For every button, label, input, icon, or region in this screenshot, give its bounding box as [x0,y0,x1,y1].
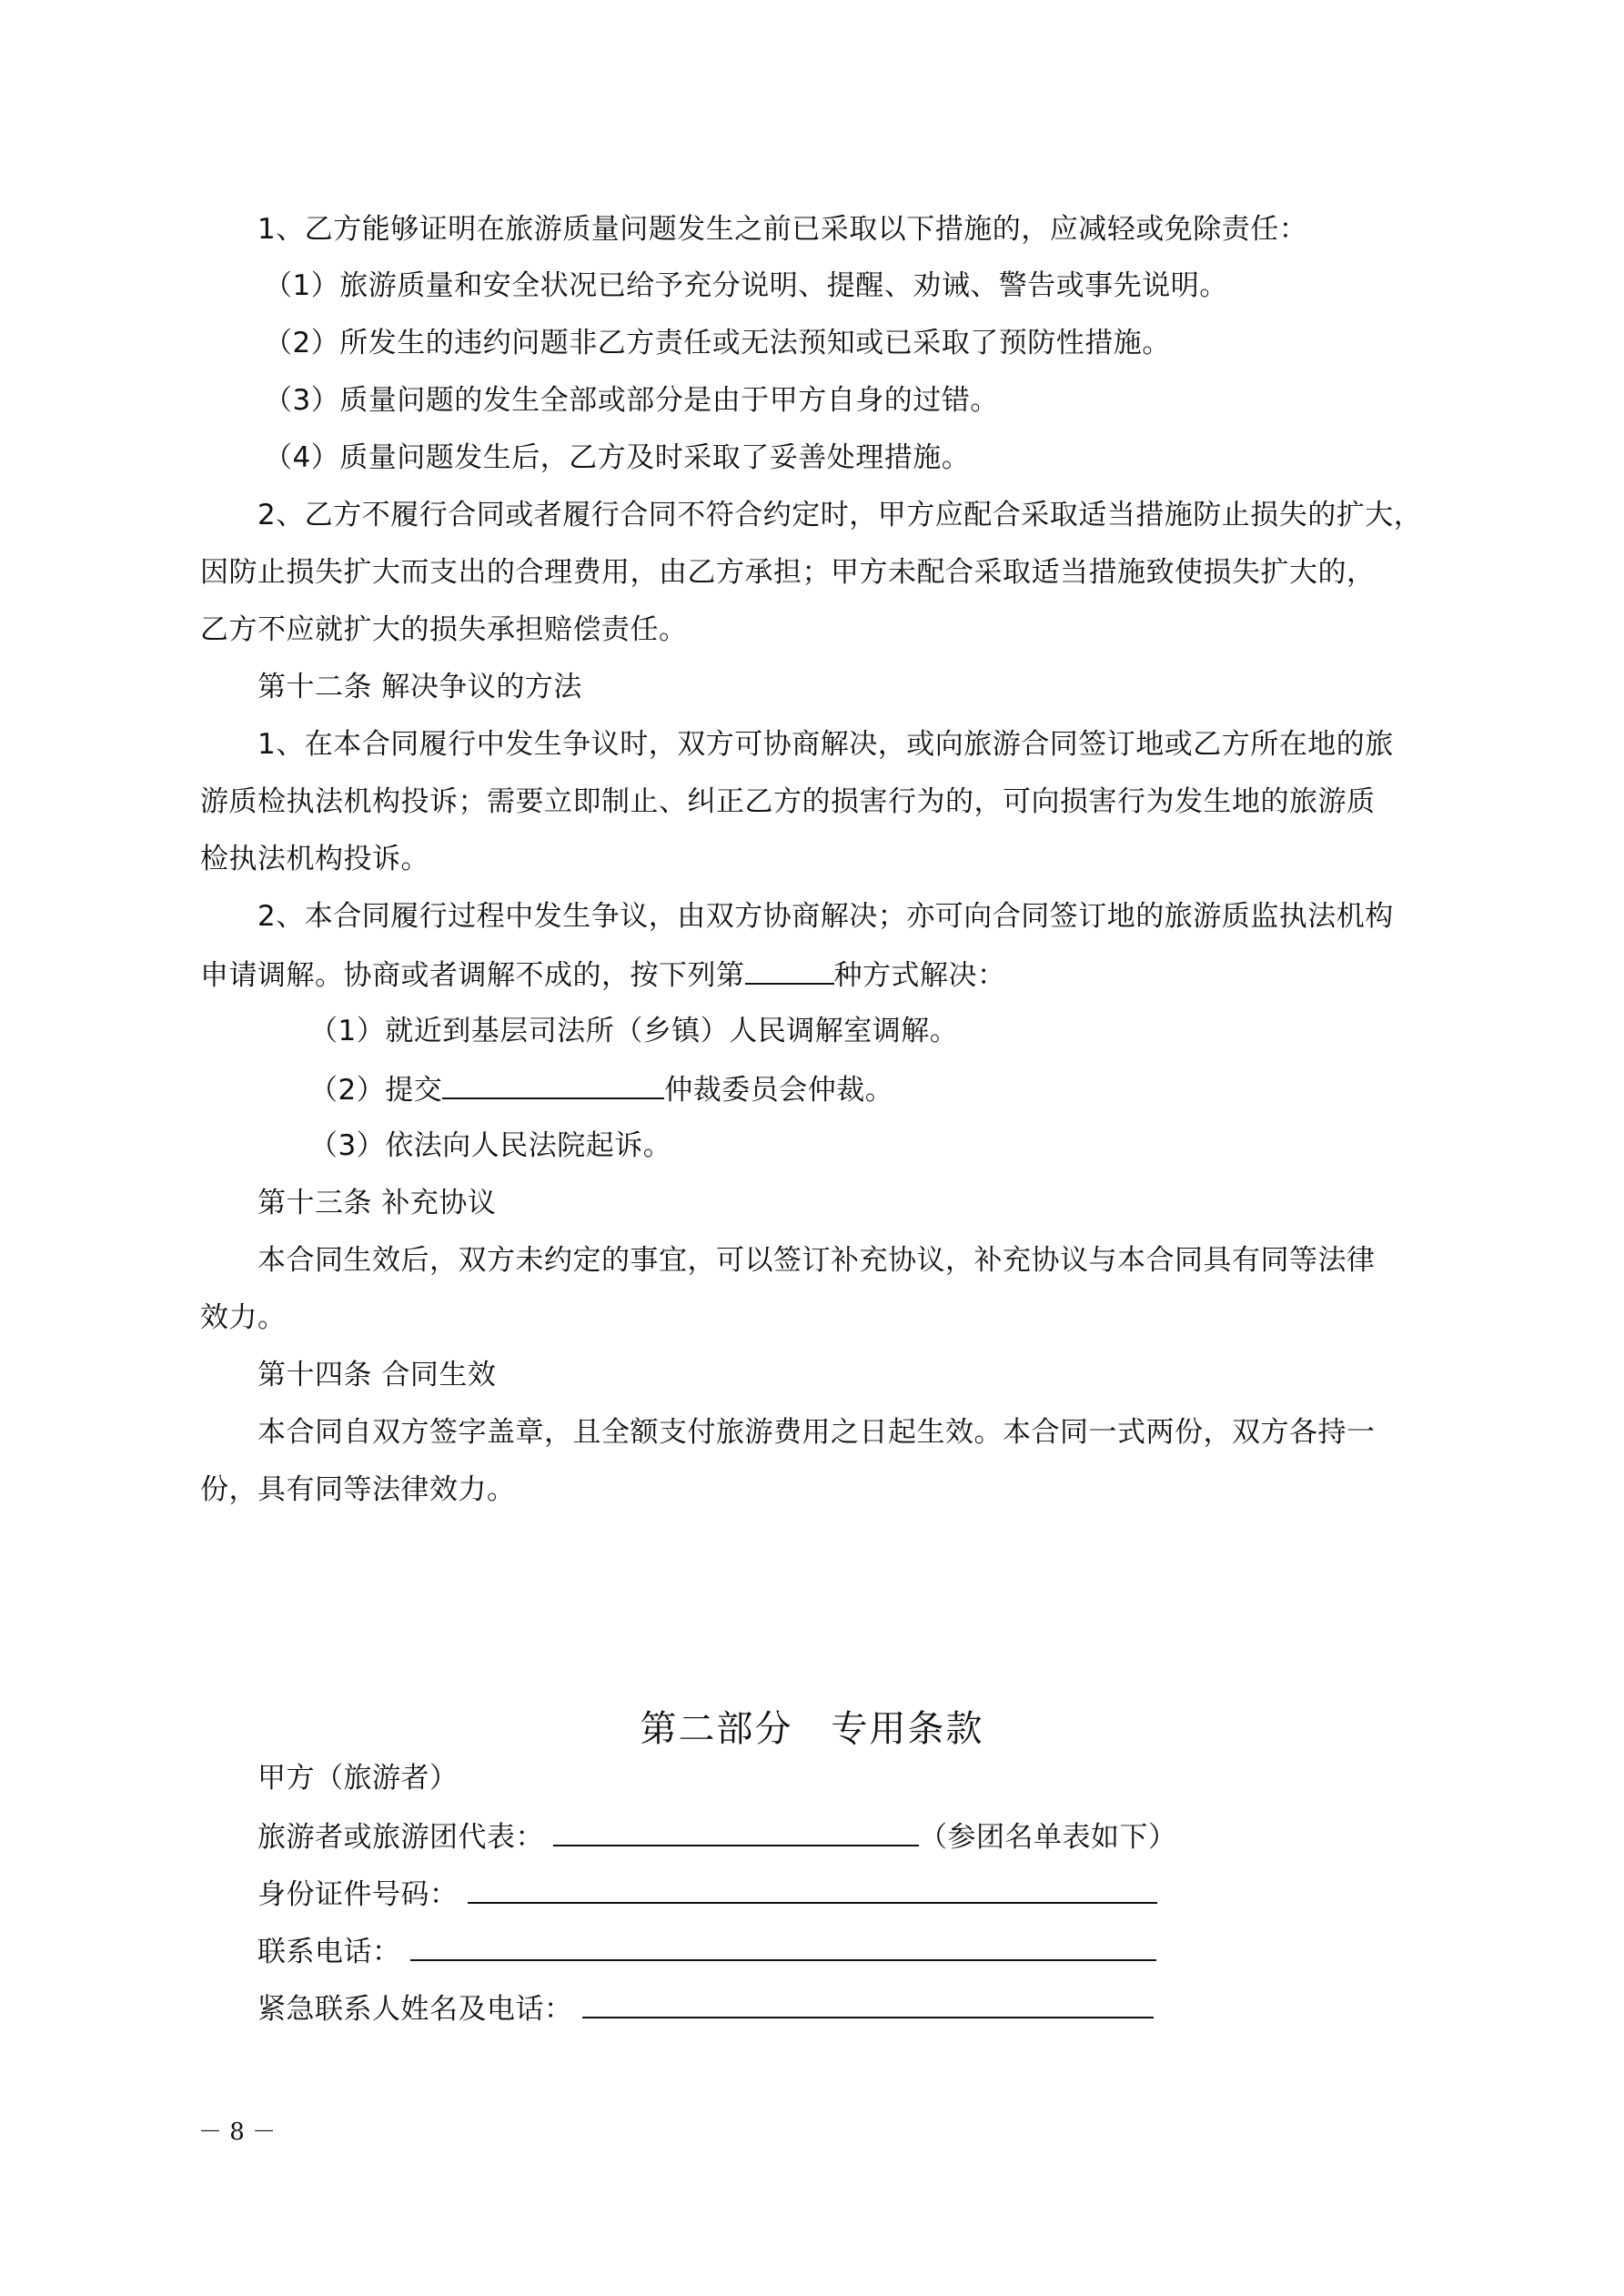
clause14-body-line2: 份，具有同等法律效力。 [200,1473,516,1506]
clause14-heading: 第十四条 合同生效 [257,1359,497,1391]
id-number-field[interactable] [468,1875,1157,1904]
clause13-body-line1: 本合同生效后，双方未约定的事宜，可以签订补充协议，补充协议与本合同具有同等法律 [257,1244,1376,1277]
clause12-option2 [309,1070,893,1108]
clause13-body-line2: 效力。 [200,1301,287,1334]
clause12-item2-line2 [200,956,1006,994]
clause11-item2-line2: 因防止损失扩大而支出的合理费用，由乙方承担；甲方未配合采取适当措施致使损失扩大的， [200,556,1376,589]
phone-row [257,1932,1156,1970]
phone-label: 联系电话： [257,1936,401,1968]
clause11-item2-line3: 乙方不应就扩大的损失承担赔偿责任。 [200,613,688,646]
part2-title: 第二部分 专用条款 [640,1708,984,1750]
clause12-option1: （1）就近到基层司法所（乡镇）人民调解室调解。 [309,1015,959,1047]
clause11-sub3: （3）质量问题的发生全部或部分是由于甲方自身的过错。 [264,384,999,417]
id-number-label: 身份证件号码： [257,1878,459,1911]
clause11-sub4: （4）质量问题发生后，乙方及时采取了妥善处理措施。 [264,441,971,474]
clause12-item1-line3: 检执法机构投诉。 [200,843,429,875]
clause12-option2-after: 仲裁委员会仲裁。 [664,1074,894,1107]
emergency-contact-label: 紧急联系人姓名及电话： [257,1993,573,2026]
clause13-heading: 第十三条 补充协议 [257,1187,497,1219]
emergency-contact-row [257,1989,1154,2028]
phone-field[interactable] [410,1932,1156,1961]
emergency-contact-field[interactable] [582,1989,1154,2018]
clause12-option2-before: （2）提交 [309,1074,443,1107]
representative-row [257,1817,1177,1856]
clause12-item2-text-before: 申请调解。协商或者调解不成的，按下列第 [200,959,745,992]
page-number: － 8 － [198,2119,277,2146]
arbitration-committee-blank[interactable] [442,1070,664,1099]
clause11-item2-line1: 2、乙方不履行合同或者履行合同不符合约定时，甲方应配合采取适当措施防止损失的扩大， [257,499,1423,531]
party-a-label: 甲方（旅游者） [257,1762,459,1795]
clause12-heading: 第十二条 解决争议的方法 [257,671,582,703]
method-number-blank[interactable] [745,956,834,985]
clause12-item2-line1: 2、本合同履行过程中发生争议，由双方协商解决；亦可向合同签订地的旅游质监执法机构 [257,900,1394,933]
clause11-item1: 1、乙方能够证明在旅游质量问题发生之前已采取以下措施的，应减轻或免除责任： [257,213,1308,246]
clause11-sub2: （2）所发生的违约问题非乙方责任或无法预知或已采取了预防性措施。 [264,327,1171,359]
clause14-body-line1: 本合同自双方签字盖章，且全额支付旅游费用之日起生效。本合同一式两份，双方各持一 [257,1416,1376,1449]
clause12-option3: （3）依法向人民法院起诉。 [309,1129,672,1162]
clause12-item2-text-after: 种方式解决： [833,959,1006,992]
clause12-item1-line1: 1、在本合同履行中发生争议时，双方可协商解决，或向旅游合同签订地或乙方所在地的旅 [257,728,1394,761]
representative-label: 旅游者或旅游团代表： [257,1821,544,1854]
id-number-row [257,1875,1157,1913]
representative-field[interactable] [553,1817,919,1846]
clause12-item1-line2: 游质检执法机构投诉；需要立即制止、纠正乙方的损害行为的，可向损害行为发生地的旅游质 [200,785,1376,818]
representative-note: （参团名单表如下） [919,1821,1177,1854]
clause11-sub1: （1）旅游质量和安全状况已给予充分说明、提醒、劝诫、警告或事先说明。 [264,269,1228,302]
